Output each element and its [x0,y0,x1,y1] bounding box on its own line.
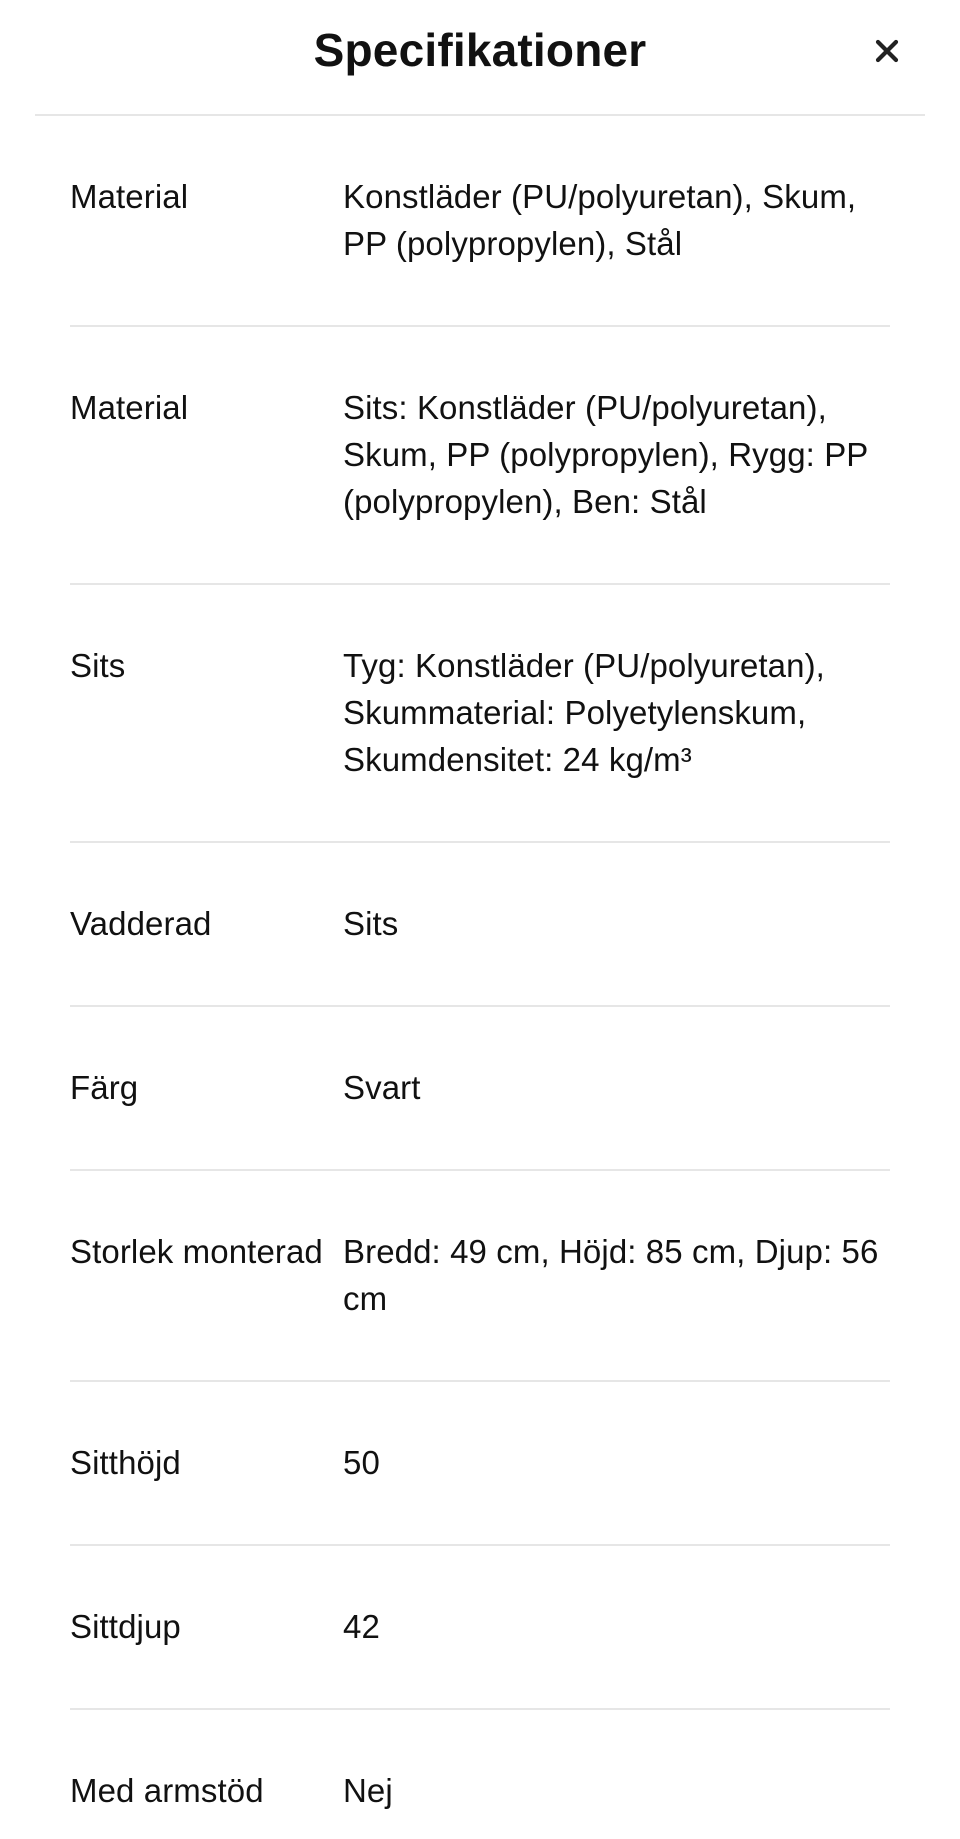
spec-row-padded [70,843,890,1007]
spec-label: Vadderad [70,905,212,942]
spec-value: Sits [343,905,399,942]
spec-label: Med armstöd [70,1772,264,1809]
page-title: Specifikationer [313,24,647,76]
spec-label: Färg [70,1069,139,1106]
spec-row-material [70,116,890,327]
spec-value: Tyg: Konstläder (PU/polyuretan), Skummaterial: Polyetylenskum, Skumdensitet: 24 kg/m³ [343,647,825,778]
close-button[interactable] [867,31,907,71]
spec-value: Nej [343,1772,393,1809]
spec-row-seat [70,585,890,843]
spec-value: Konstläder (PU/polyuretan), Skum, PP (polypropylen), Stål [343,178,857,262]
spec-row-assembled-size [70,1171,890,1382]
spec-label: Sitthöjd [70,1444,181,1481]
spec-label: Material [70,178,189,215]
spec-label: Sits [70,647,126,684]
close-icon [873,37,901,65]
spec-value: Sits: Konstläder (PU/polyuretan), Skum, PP (polypropylen), Rygg: PP (polypropylen), Ben: Stål [343,389,868,520]
spec-row-material-detail [70,327,890,585]
spec-row-seat-depth [70,1546,890,1710]
spec-value: 50 [343,1444,380,1481]
spec-value: Bredd: 49 cm, Höjd: 85 cm, Djup: 56 cm [343,1233,879,1317]
spec-label: Storlek monterad [70,1233,323,1270]
spec-label: Material [70,389,189,426]
spec-list [70,116,890,1839]
spec-row-seat-height [70,1382,890,1546]
spec-row-color [70,1007,890,1171]
sheet-header [35,0,925,116]
spec-value: Svart [343,1069,421,1106]
spec-row-armrest [70,1710,890,1839]
spec-value: 42 [343,1608,380,1645]
spec-label: Sittdjup [70,1608,181,1645]
